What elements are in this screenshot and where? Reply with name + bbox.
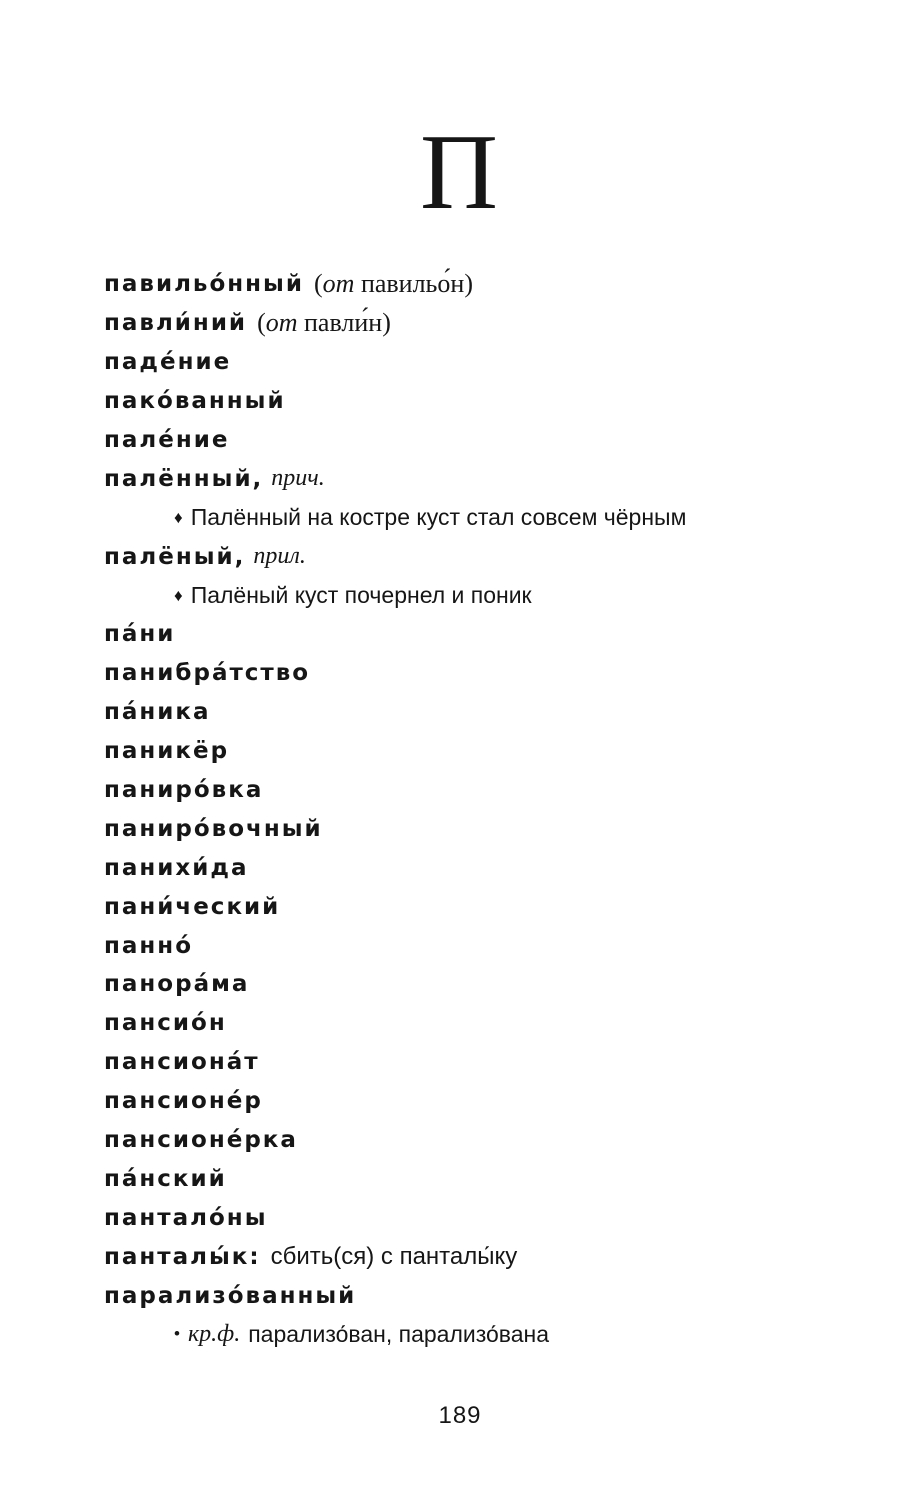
dictionary-entry xyxy=(104,693,894,732)
entry-headword: паникёр xyxy=(104,738,230,765)
diamond-bullet-icon: ♦ xyxy=(174,585,183,605)
entry-headword: палённый, xyxy=(104,465,264,492)
dictionary-entry xyxy=(104,459,894,498)
dictionary-entry xyxy=(104,887,894,926)
entry-headword: парализо́ванный xyxy=(104,1282,357,1309)
entry-headword: панора́ма xyxy=(104,971,250,998)
dictionary-entry xyxy=(104,1276,894,1315)
entry-headword: пако́ванный xyxy=(104,388,286,415)
dictionary-entry xyxy=(104,965,894,1004)
dictionary-entry xyxy=(104,615,894,654)
dictionary-entry xyxy=(104,304,894,343)
note-open-paren: ( xyxy=(257,308,266,338)
entry-headword: па́ни xyxy=(104,621,176,648)
entry-headword: пансионе́р xyxy=(104,1088,263,1115)
dictionary-entry xyxy=(104,537,894,576)
diamond-bullet-icon: ♦ xyxy=(174,507,183,527)
usage-example xyxy=(104,576,894,615)
dictionary-entry xyxy=(104,848,894,887)
entry-gloss: сбить(ся) с панталы́ку xyxy=(270,1242,518,1270)
note-source-word: павильо́н) xyxy=(354,269,473,299)
short-form-note xyxy=(104,1315,894,1354)
dictionary-entry xyxy=(104,1043,894,1082)
dictionary-entry xyxy=(104,771,894,810)
entry-headword: пансиона́т xyxy=(104,1049,260,1076)
usage-example xyxy=(104,498,894,537)
entry-headword: пансионе́рка xyxy=(104,1127,298,1154)
example-text: Палёный куст почернел и поник xyxy=(190,582,532,609)
entry-headword: пани́ческий xyxy=(104,893,281,920)
entry-etymology-note xyxy=(314,269,473,299)
page-number: 189 xyxy=(438,1402,482,1429)
entry-part-of-speech: прил. xyxy=(253,543,306,570)
entry-headword: панихи́да xyxy=(104,854,249,881)
entry-headword: павильо́нный xyxy=(104,271,304,298)
dictionary-entry xyxy=(104,343,894,382)
dictionary-entry xyxy=(104,421,894,460)
dictionary-entry xyxy=(104,1004,894,1043)
dictionary-entry xyxy=(104,265,894,304)
entry-list xyxy=(104,265,894,1354)
dictionary-entry xyxy=(104,654,894,693)
entry-headword: паде́ние xyxy=(104,349,232,376)
note-source-marker: от xyxy=(322,269,355,299)
entry-headword: павли́ний xyxy=(104,310,248,337)
note-source-word: павли́н) xyxy=(297,308,391,338)
entry-headword: панталы́к: xyxy=(104,1243,261,1270)
entry-headword: пантало́ны xyxy=(104,1204,268,1231)
entry-etymology-note xyxy=(257,308,391,338)
entry-headword: панно́ xyxy=(104,932,193,959)
entry-headword: па́нский xyxy=(104,1165,227,1192)
entry-headword: палёный, xyxy=(104,543,246,570)
entry-headword: паниро́вка xyxy=(104,777,264,804)
dictionary-entry xyxy=(104,1159,894,1198)
dictionary-entry xyxy=(104,1082,894,1121)
dictionary-entry xyxy=(104,1121,894,1160)
entry-headword: пале́ние xyxy=(104,427,230,453)
short-form-label: кр.ф. xyxy=(187,1320,241,1347)
entry-headword: панибра́тство xyxy=(104,660,311,687)
dot-bullet-icon: • xyxy=(174,1324,180,1344)
dictionary-entry xyxy=(104,809,894,848)
dictionary-entry xyxy=(104,732,894,771)
note-open-paren: ( xyxy=(313,269,323,299)
short-form-text: парализо́ван, парализо́вана xyxy=(248,1320,550,1347)
entry-headword: паниро́вочный xyxy=(104,815,323,842)
dictionary-entry xyxy=(104,926,894,965)
entry-part-of-speech: прич. xyxy=(271,465,325,492)
section-letter-heading: П xyxy=(420,113,500,232)
example-text: Палённый на костре куст стал совсем чёрным xyxy=(190,504,687,531)
dictionary-entry xyxy=(104,382,894,421)
dictionary-entry xyxy=(104,1198,894,1237)
dictionary-entry xyxy=(104,1237,894,1276)
note-source-marker: от xyxy=(265,308,298,338)
entry-headword: па́ника xyxy=(104,699,211,726)
entry-headword: пансио́н xyxy=(104,1010,227,1037)
